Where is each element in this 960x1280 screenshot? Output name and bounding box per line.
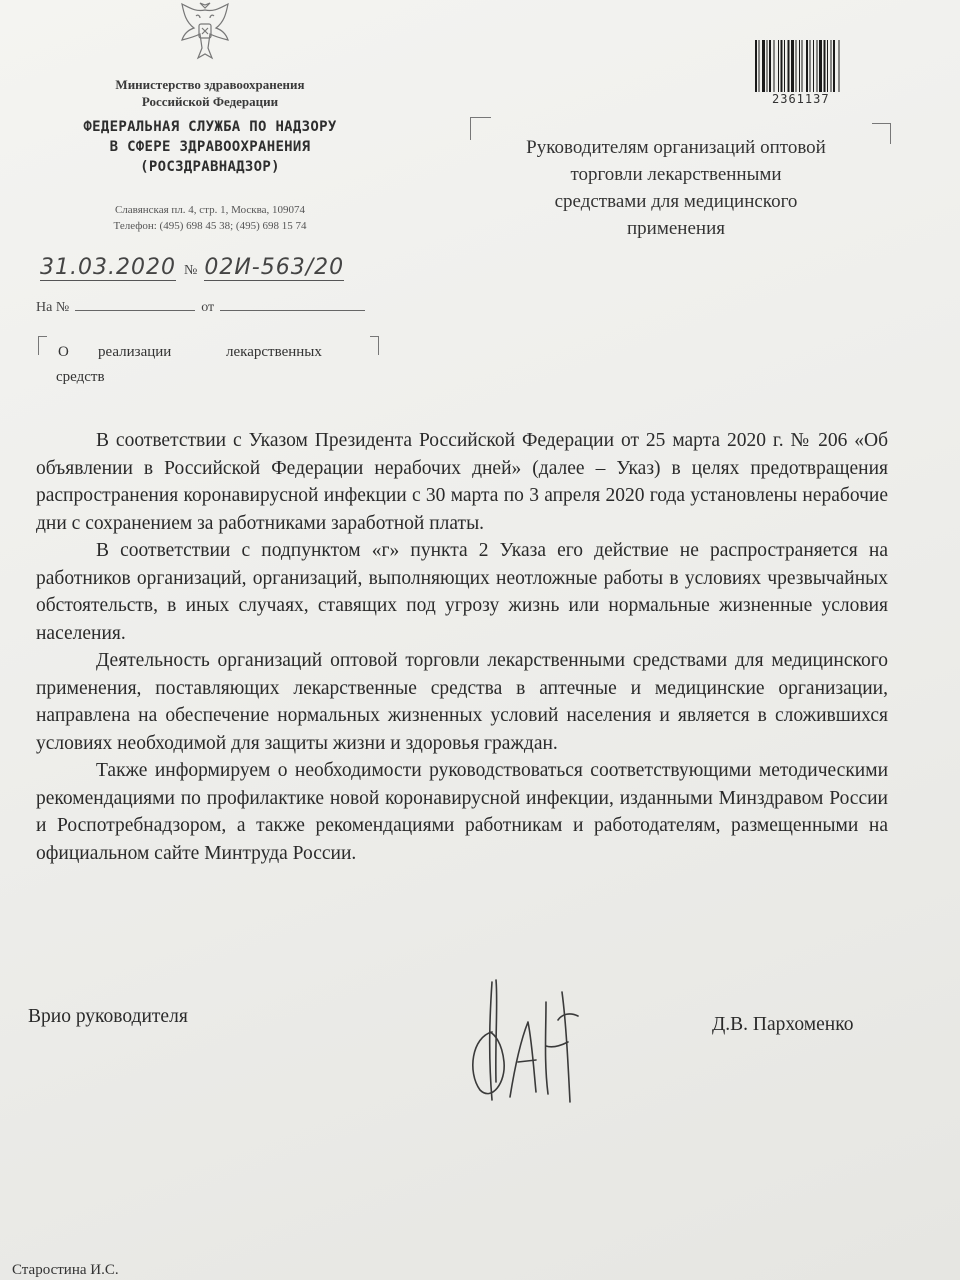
coat-of-arms-icon: [172, 0, 238, 64]
barcode-bar: [833, 40, 835, 92]
barcode-bar: [813, 40, 814, 92]
barcode-bar: [839, 40, 840, 92]
barcode-bar: [784, 40, 785, 92]
agency-line: (РОСЗДРАВНАДЗОР): [140, 159, 280, 175]
barcode-bar: [799, 40, 800, 92]
recipient-line: средствами для медицинского: [554, 191, 798, 212]
body-paragraph: В соответствии с подпунктом «г» пункта 2 Указа его действие не распространяется на работников организаций, организаций, выполняющих неотложные работы в условиях чрезвычайных обстоятельств, в иных случаях, ставящих под угрозу жизнь или нормальные жизненные условия населения.: [36, 540, 888, 644]
reply-number-blank: [75, 298, 195, 311]
letter-body: [36, 427, 888, 867]
barcode-bar: [817, 40, 818, 92]
letter-subject: [58, 340, 358, 390]
subject-word: реализации: [98, 344, 172, 360]
ministry-name: [20, 76, 400, 110]
recipient-block: [478, 134, 874, 242]
barcode-bar: [759, 40, 760, 92]
phone-line: Телефон: (495) 698 45 38; (495) 698 15 74: [113, 220, 307, 232]
reply-from-label: от: [201, 300, 215, 315]
barcode-bar: [831, 40, 832, 92]
barcode-bar: [774, 40, 775, 92]
agency-line: В СФЕРЕ ЗДРАВООХРАНЕНИЯ: [109, 139, 311, 155]
subject-word: О: [58, 344, 69, 360]
subject-bracket-right: [370, 336, 379, 355]
subject-word: лекарственных: [226, 344, 322, 360]
registration-line: [40, 255, 344, 280]
body-paragraph: Деятельность организаций оптовой торговли лекарственными средствами для медицинского применения, поставляющих лекарственные средства в аптечные и медицинские организации, направлена на обеспечение нормальных жизненных условий населения и является в сложившихся условиях необходимой для защиты жизни и здоровья граждан.: [36, 650, 888, 754]
barcode-bar: [778, 40, 779, 92]
handwritten-signature: [462, 962, 602, 1112]
recipient-line: торговли лекарственными: [570, 164, 782, 185]
reply-date-blank: [220, 298, 365, 311]
subject-bracket-left: [38, 336, 47, 355]
signer-title: Врио руководителя: [28, 1006, 188, 1027]
address-line: Славянская пл. 4, стр. 1, Москва, 109074: [114, 204, 306, 216]
agency-name: [20, 117, 400, 177]
recipient-bracket-right: [872, 123, 891, 144]
barcode-bar: [767, 40, 768, 92]
body-paragraph: В соответствии с Указом Президента Российской Федерации от 25 марта 2020 г. № 206 «Об объявлении в Российской Федерации нерабочих дней» (далее – Указ) в целях предотвращения распространения коронавирусной инфекции с 30 марта по 3 апреля 2020 года установлены нерабочие дни с сохранением за работниками заработной платы.: [36, 430, 888, 534]
barcode-bar: [802, 40, 803, 92]
reply-label: На №: [36, 300, 70, 315]
barcode-bar: [810, 40, 811, 92]
agency-address: [20, 202, 400, 234]
barcode-bar: [796, 40, 797, 92]
barcode-number: 2361137: [772, 92, 830, 106]
barcode: [755, 40, 877, 92]
barcode-bar: [827, 40, 828, 92]
subject-word: средств: [56, 369, 105, 385]
recipient-line: применения: [627, 218, 725, 239]
barcode-bar: [819, 40, 822, 92]
barcode-bar: [824, 40, 826, 92]
recipient-line: Руководителям организаций оптовой: [526, 137, 826, 158]
signer-name: Д.В. Пархоменко: [712, 1014, 854, 1035]
barcode-bar: [762, 40, 765, 92]
ministry-line: Министерство здравоохранения: [115, 77, 305, 92]
body-paragraph: Также информируем о необходимости руководствоваться соответствующими методическими рекомендациями по профилактике новой коронавирусной инфекции, изданными Минздравом России и Роспотребнадзором, а также рекомендациями работникам и работодателям, размещенными на официальном сайте Минтруда России.: [36, 760, 888, 864]
registration-date: 31.03.2020: [40, 255, 176, 280]
barcode-bar: [791, 40, 794, 92]
executor-name: Старостина И.С.: [12, 1262, 119, 1278]
barcode-bar: [806, 40, 808, 92]
reply-reference-line: [36, 298, 371, 316]
agency-line: ФЕДЕРАЛЬНАЯ СЛУЖБА ПО НАДЗОРУ: [83, 119, 337, 135]
barcode-bar: [788, 40, 790, 92]
barcode-bar: [755, 40, 757, 92]
barcode-bar: [769, 40, 771, 92]
number-sign: №: [183, 263, 199, 278]
ministry-line: Российской Федерации: [141, 94, 279, 109]
registration-number: 02И-563/20: [204, 255, 345, 280]
barcode-bar: [781, 40, 783, 92]
